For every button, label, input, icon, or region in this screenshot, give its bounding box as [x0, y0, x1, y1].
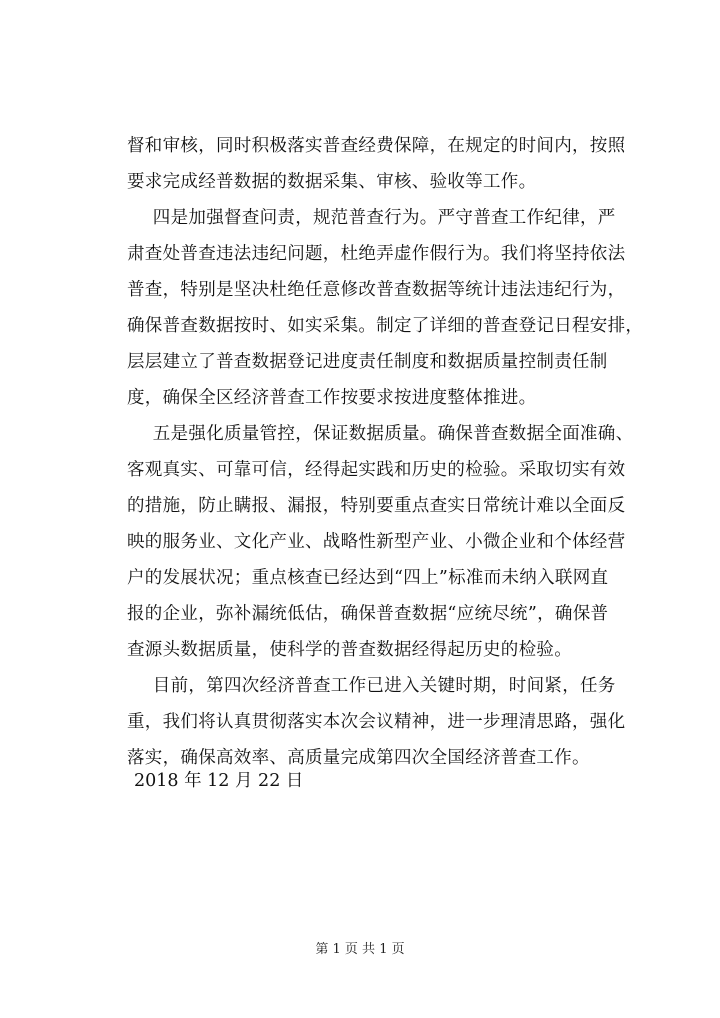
- text-line-15: 查源头数据质量，使科学的普查数据经得起历史的检验。: [127, 640, 572, 660]
- text-line-16: 目前，第四次经济普查工作已进入关键时期，时间紧，任务: [135, 676, 616, 696]
- text-line-12: 映的服务业、文化产业、战略性新型产业、小微企业和个体经营: [127, 532, 626, 552]
- text-line-13: 户的发展状况；重点核查已经达到“四上”标准而未纳入联网直: [127, 568, 609, 588]
- text-line-2: 要求完成经普数据的数据采集、审核、验收等工作。: [127, 172, 537, 192]
- text-line-10: 客观真实、可靠可信，经得起实践和历史的检验。采取切实有效: [127, 460, 626, 480]
- page-footer: 第 1 页 共 1 页: [315, 942, 405, 957]
- text-line-1: 督和审核，同时积极落实普查经费保障，在规定的时间内，按照: [127, 136, 626, 156]
- text-line-17: 重，我们将认真贯彻落实本次会议精神，进一步理清思路，强化: [127, 712, 626, 732]
- text-line-6: 确保普查数据按时、如实采集。制定了详细的普查登记日程安排，: [127, 316, 644, 336]
- body-text: [127, 128, 644, 776]
- text-line-14: 报的企业，弥补漏统低估，确保普查数据“应统尽统”，确保普: [127, 604, 609, 624]
- text-line-5: 普查，特别是坚决杜绝任意修改普查数据等统计违法违纪行为，: [127, 280, 626, 300]
- text-line-3: 四是加强督查问责，规范普查行为。严守普查工作纪律，严: [135, 208, 616, 228]
- text-line-11: 的措施，防止瞒报、漏报，特别要重点查实日常统计难以全面反: [127, 496, 626, 516]
- text-line-4: 肃查处普查违法违纪问题，杜绝弄虚作假行为。我们将坚持依法: [127, 244, 626, 264]
- text-line-9: 五是强化质量管控，保证数据质量。确保普查数据全面准确、: [135, 424, 634, 444]
- text-line-7: 层层建立了普查数据登记进度责任制度和数据质量控制责任制: [127, 352, 608, 372]
- text-line-8: 度，确保全区经济普查工作按要求按进度整体推进。: [127, 388, 537, 408]
- text-line-18: 落实，确保高效率、高质量完成第四次全国经济普查工作。: [127, 748, 590, 768]
- document-date: 2018 年 12 月 22 日: [134, 771, 304, 791]
